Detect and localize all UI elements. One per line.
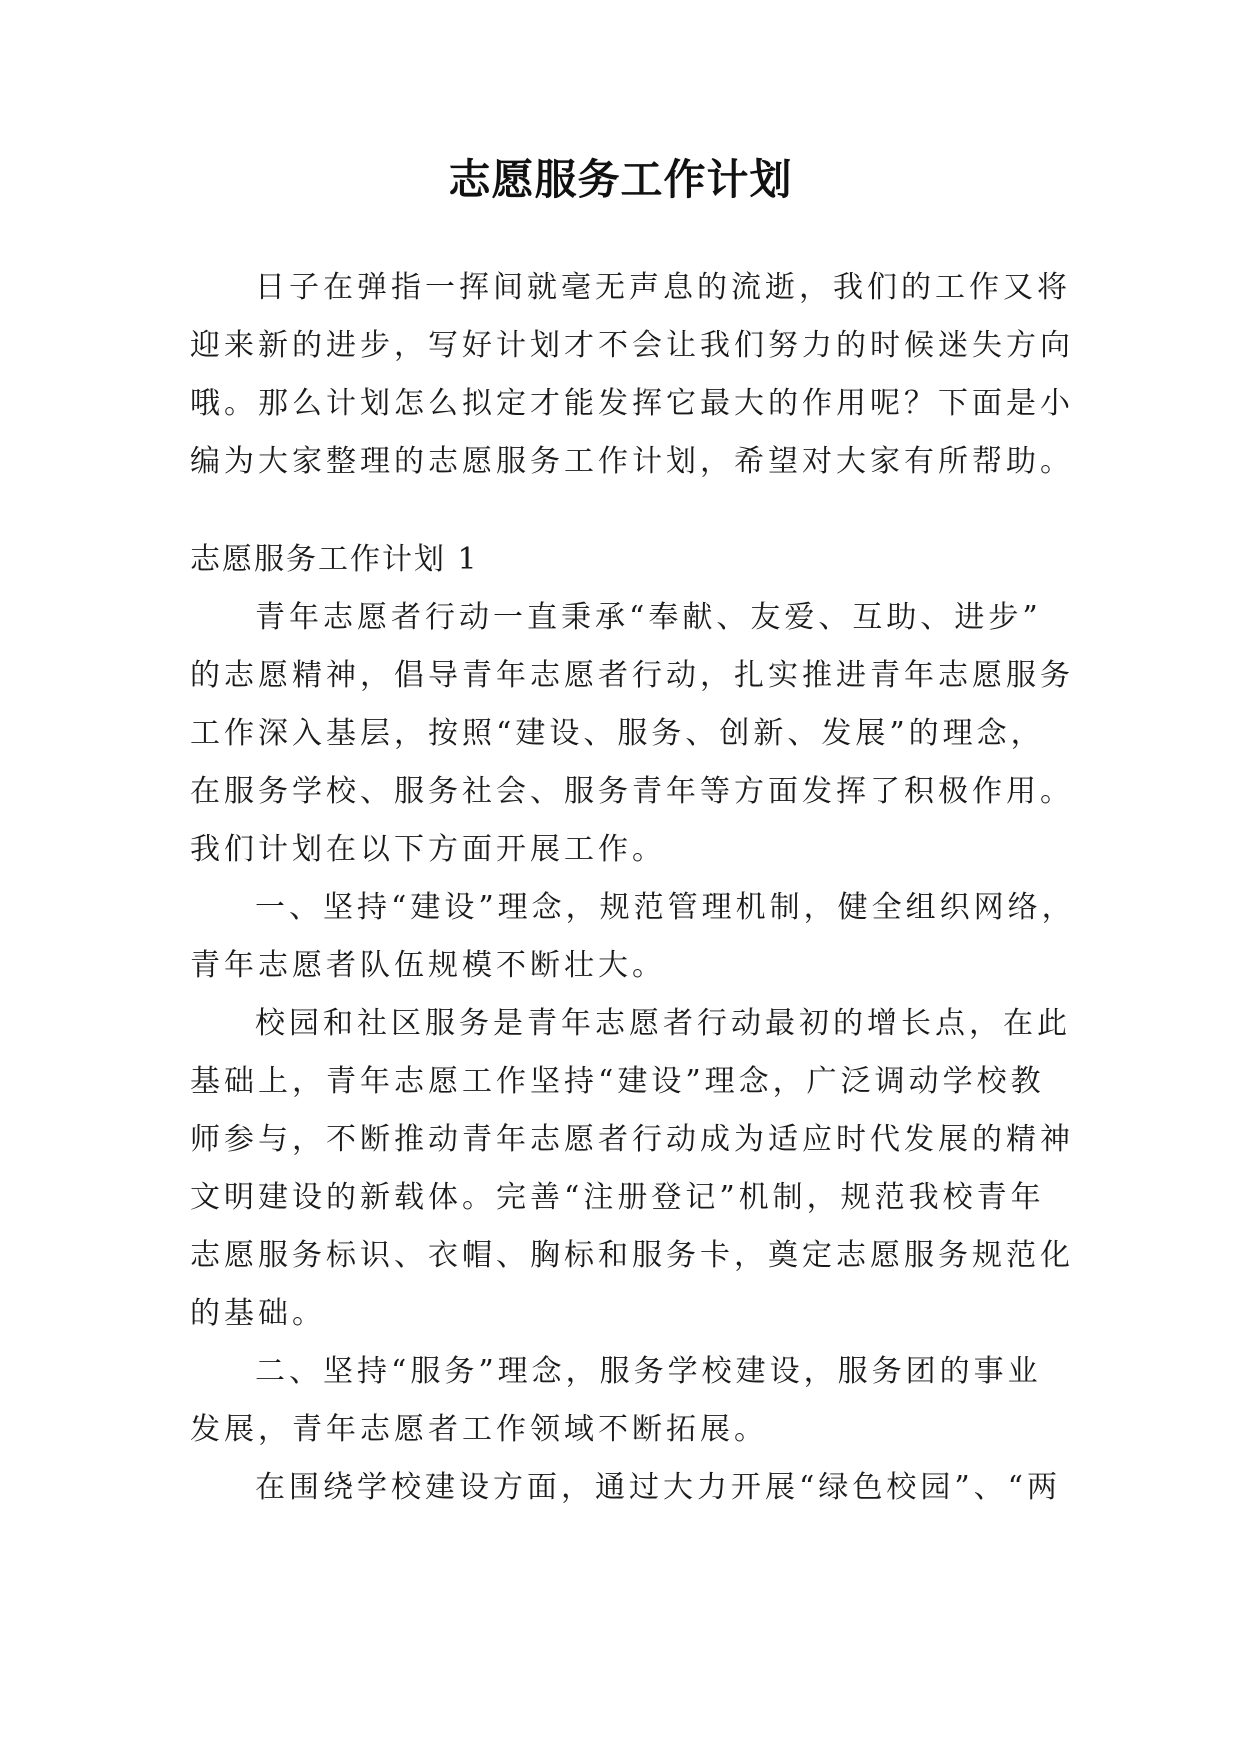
- paragraph-line: 哦。那么计划怎么拟定才能发挥它最大的作用呢？下面是小: [190, 386, 1074, 421]
- paragraph-line: 发展，青年志愿者工作领域不断拓展。: [190, 1412, 768, 1447]
- paragraph-line: 师参与，不断推动青年志愿者行动成为适应时代发展的精神: [190, 1122, 1074, 1157]
- paragraph-line: 的志愿精神，倡导青年志愿者行动，扎实推进青年志愿服务: [190, 658, 1074, 693]
- paragraph-line: 青年志愿者队伍规模不断壮大。: [190, 948, 666, 983]
- paragraph-line: 基础上，青年志愿工作坚持“建设”理念，广泛调动学校教: [190, 1064, 1045, 1099]
- paragraph-line: 日子在弹指一挥间就毫无声息的流逝，我们的工作又将: [255, 270, 1071, 305]
- section-heading: 志愿服务工作计划 1: [190, 542, 479, 577]
- paragraph-line: 志愿服务标识、衣帽、胸标和服务卡，奠定志愿服务规范化: [190, 1238, 1074, 1273]
- paragraph-line: 在服务学校、服务社会、服务青年等方面发挥了积极作用。: [190, 774, 1074, 809]
- document-title: 志愿服务工作计划: [448, 155, 793, 204]
- paragraph-line: 我们计划在以下方面开展工作。: [190, 832, 666, 867]
- paragraph-line: 迎来新的进步，写好计划才不会让我们努力的时候迷失方向: [190, 328, 1074, 363]
- paragraph-line: 的基础。: [190, 1296, 326, 1331]
- paragraph-line: 二、坚持“服务”理念，服务学校建设，服务团的事业: [255, 1354, 1042, 1389]
- paragraph-line: 文明建设的新载体。完善“注册登记”机制，规范我校青年: [190, 1180, 1045, 1215]
- paragraph-line: 校园和社区服务是青年志愿者行动最初的增长点，在此: [255, 1006, 1071, 1041]
- paragraph-line: 工作深入基层，按照“建设、服务、创新、发展”的理念，: [190, 716, 1045, 751]
- paragraph-line: 一、坚持“建设”理念，规范管理机制，健全组织网络，: [255, 890, 1076, 925]
- paragraph-line: 在围绕学校建设方面，通过大力开展“绿色校园”、“两: [255, 1470, 1062, 1505]
- paragraph-line: 青年志愿者行动一直秉承“奉献、友爱、互助、进步”: [255, 600, 1042, 635]
- paragraph-line: 编为大家整理的志愿服务工作计划，希望对大家有所帮助。: [190, 444, 1074, 479]
